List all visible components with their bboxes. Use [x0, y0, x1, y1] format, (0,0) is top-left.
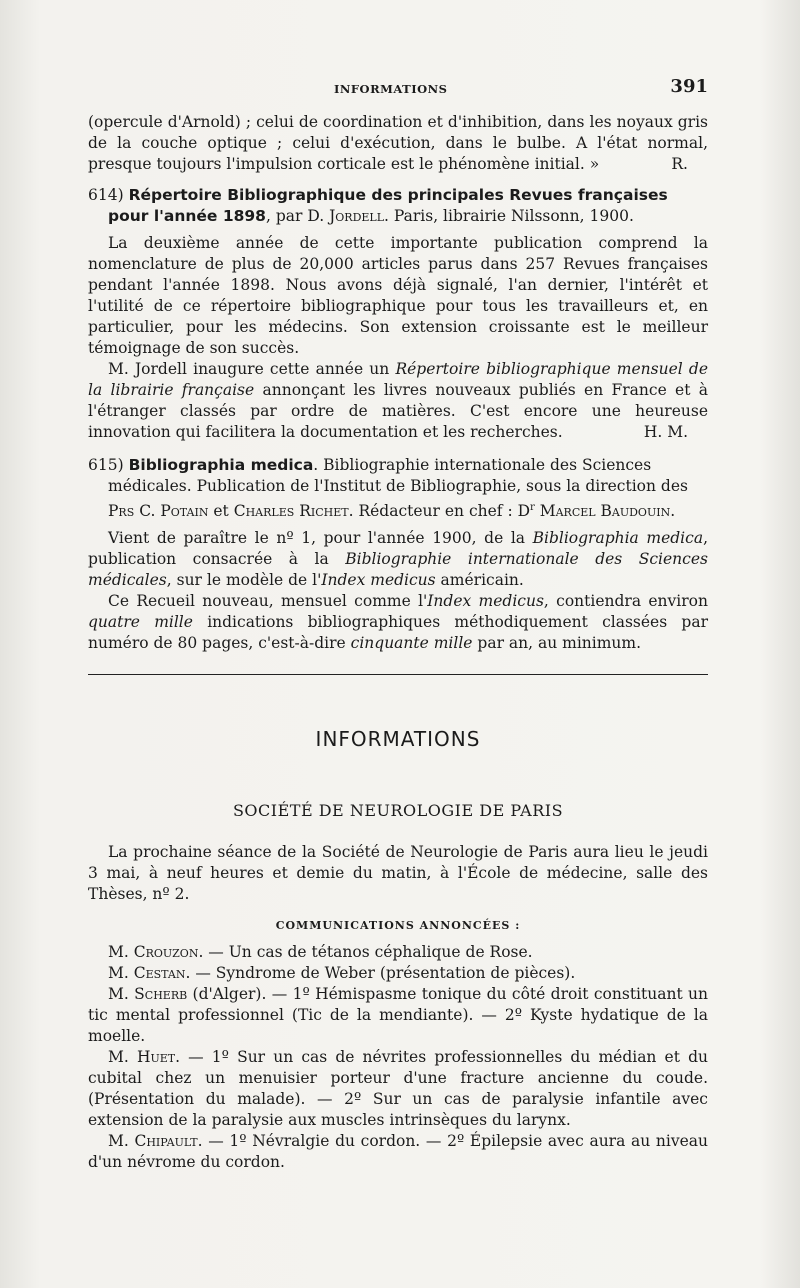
meeting-announcement: La prochaine séance de la Société de Neurologie de Paris aura lieu le jeudi 3 mai, à neuf heures et demie du matin, à l'École de médecine, salle des Thèses, nº 2.	[88, 843, 708, 904]
continuation-paragraph	[88, 112, 708, 175]
communications-heading: COMMUNICATIONS ANNONCÉES :	[275, 919, 521, 933]
entry-615-heading: 615) Bibliographia medica. Bibliographie internationale des Sciences médicales. Publication de l'Institut de Bibliographie, sous la direction des Prs C. Potain et Charles Richet. Rédacteur en chef : $D^r$ Marcel Baudouin.	[88, 456, 688, 521]
entry-614-paragraph-1: La deuxième année de cette importante publication comprend la nomenclature de plus de 20,000 articles parus dans 257 Revues françaises pendant l'année 1898. Nous avons déjà signalé, l'an dernier, l'intérêt et l'utilité de ce répertoire bibliographique pour tous les travailleurs et, en particulier, pour les médecins. Son extension croissante est le meilleur témoignage de son succès.	[88, 234, 708, 357]
journal-title: Répertoire bibliographique mensuel de la librairie française	[88, 360, 708, 399]
entry-614-signature: H. M.	[643, 423, 688, 441]
communication-item: M. Chipault. — 1º Névralgie du cordon. — 2º Épilepsie avec aura au niveau d'un névrome du cordon.	[88, 1132, 708, 1172]
entry-title: Répertoire Bibliographique des principales Revues françaises pour l'année 1898	[108, 186, 668, 225]
running-title: INFORMATIONS	[334, 82, 448, 96]
continuation-signature: R.	[671, 155, 688, 173]
speaker-name: Crouzon	[133, 943, 199, 962]
professor-name: C. Potain	[139, 502, 209, 521]
speaker-name: Scherb	[134, 985, 188, 1004]
running-header	[88, 76, 708, 112]
entry-614-paragraph-2: M. Jordell inaugure cette année un Répertoire bibliographique mensuel de la librairie française annonçant les livres nouveaux publiés en France et à l'étranger classés par ordre de matières. C'est encore une heureuse innovation qui facilitera la documentation et les recherches. H. M.	[88, 360, 709, 441]
entry-615-paragraph-2: Ce Recueil nouveau, mensuel comme l'Index medicus, contiendra environ quatre mille indications bibliographiques méthodiquement classées par numéro de 80 pages, c'est-à-dire cinquante mille par an, au minimum.	[88, 592, 708, 653]
communication-item: M. Crouzon. — Un cas de tétanos céphalique de Rose.	[108, 943, 533, 962]
society-heading: SOCIÉTÉ DE NEUROLOGIE DE PARIS	[232, 801, 564, 821]
speaker-name: Huet	[136, 1048, 176, 1067]
speaker-name: Chipault	[134, 1132, 198, 1151]
communications-list	[88, 942, 708, 1173]
editor-name: Marcel Baudouin	[539, 502, 671, 521]
entry-title: Bibliographia medica	[128, 456, 314, 474]
entry-number: 615)	[88, 456, 124, 474]
entry-number: 614)	[88, 186, 124, 204]
section-heading: INFORMATIONS	[315, 727, 481, 752]
communication-item: M. Scherb (d'Alger). — 1º Hémispasme tonique du côté droit constituant un tic mental professionnel (Tic de la mendiante). — 2º Kyste hydatique de la moelle.	[88, 985, 708, 1046]
communication-item: M. Huet. — 1º Sur un cas de névrites professionnelles du médian et du cubital chez un menuisier porteur d'une fracture ancienne du coude. (Présentation du malade). — 2º Sur un cas de paralysie infantile avec extension de la paralysie aux muscles intrinsèques du larynx.	[88, 1048, 708, 1130]
speaker-name: Cestan	[133, 964, 186, 983]
section-divider	[88, 674, 708, 675]
entry-publisher: . Paris, librairie Nilssonn, 1900.	[384, 207, 634, 225]
page-number: 391	[670, 76, 708, 97]
continuation-text: (opercule d'Arnold) ; celui de coordination et d'inhibition, dans les noyaux gris de la couche optique ; celui d'exécution, dans le bulbe. A l'état normal, presque toujours l'impulsion corticale est le phénomène initial. »	[88, 113, 708, 173]
entry-614-heading: 614) Répertoire Bibliographique des principales Revues françaises pour l'année 1898, par D. Jordell. Paris, librairie Nilssonn, 1900.	[88, 186, 668, 225]
entry-615-paragraph-1: Vient de paraître le nº 1, pour l'année 1900, de la Bibliographia medica, publication consacrée à la Bibliographie internationale des Sciences médicales, sur le modèle de l'Index medicus américain.	[88, 529, 708, 590]
communication-item: M. Cestan. — Syndrome de Weber (présentation de pièces).	[108, 964, 576, 983]
professor-name: Charles Richet	[233, 502, 349, 521]
entry-author: Jordell	[329, 207, 385, 225]
